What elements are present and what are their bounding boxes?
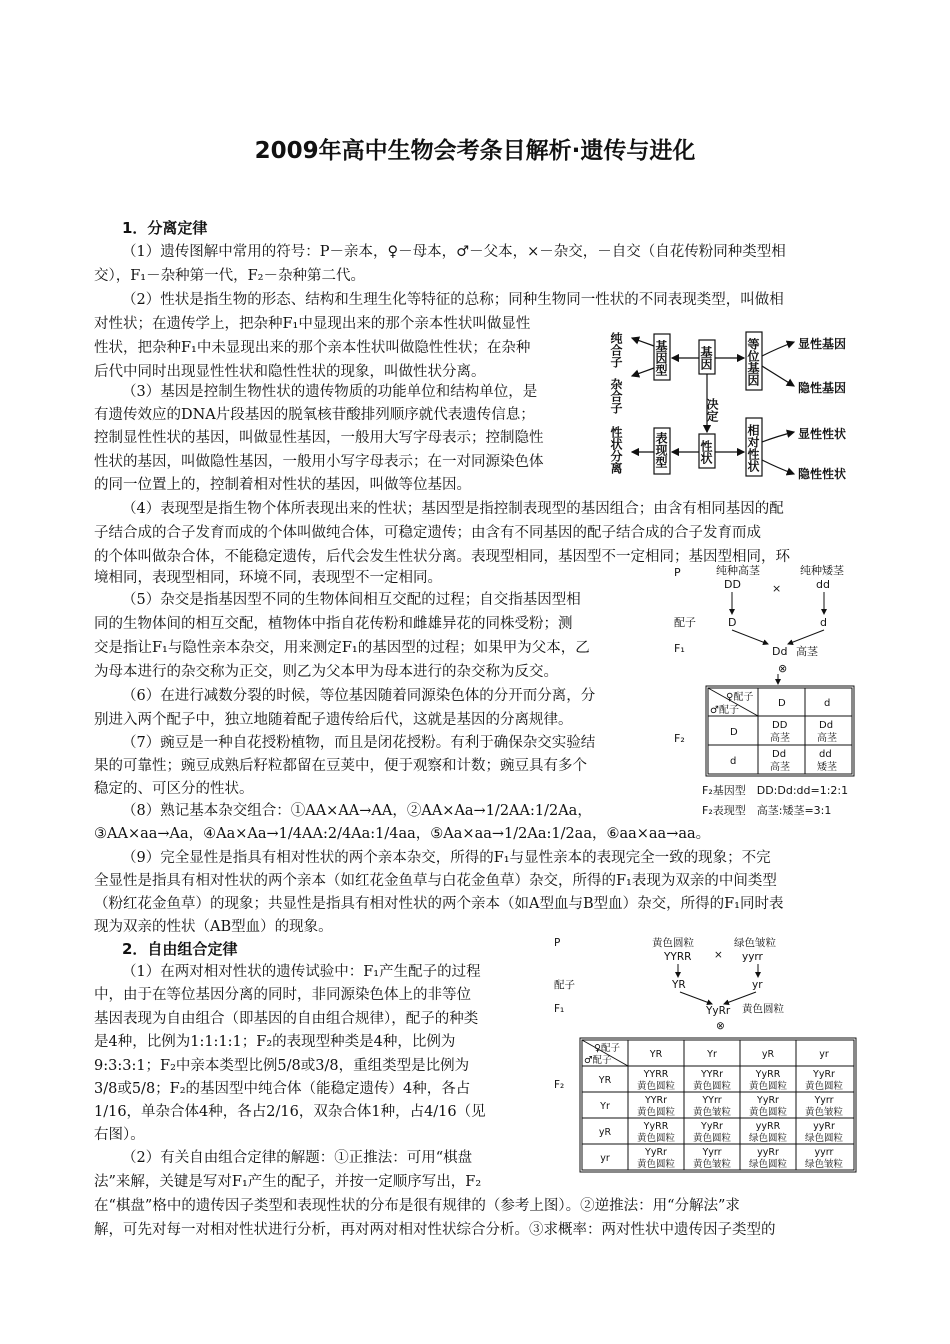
- paragraph-line: 在“棋盘”格中的遗传因子类型和表现性状的分布是很有规律的（参考上图）。②逆推法：用“分解法”求: [94, 1198, 740, 1214]
- di-parent1-genotype: YYRR: [664, 951, 692, 963]
- di-cell-genotype: YYrr: [702, 1095, 722, 1106]
- di-f2-label: F₂: [554, 1079, 565, 1091]
- di-f1-genotype: YyRr: [706, 1005, 731, 1017]
- paragraph-line: （8）熟记基本杂交组合：①AA×AA→AA，②AA×Aa→1/2AA:1/2Aa，: [122, 803, 592, 819]
- mono-cross-symbol: ×: [772, 582, 782, 595]
- paragraph-line: 是4种，比例为1:1:1:1；F₂的表现型种类是4种，比例为: [94, 1034, 456, 1050]
- page-title: 2009年高中生物会考条目解析·遗传与进化: [254, 138, 696, 164]
- di-f1-label: F₁: [554, 1003, 565, 1015]
- di-cell-phenotype: 黄色圆粒: [636, 1107, 676, 1118]
- paragraph-line: 解，可先对每一对相对性状进行分析，再对两对相对性状综合分析。③求概率：两对性状中遗传因子类型的: [94, 1222, 776, 1238]
- cm-gene: 基因: [699, 346, 713, 370]
- paragraph-line: 境相同，表现型相同，环境不同，表现型不一定相同。: [94, 570, 442, 586]
- paragraph-line: 同的生物体间的相互交配，植物体中指自花传粉和雌雄异花的同株受粉；测: [94, 616, 573, 632]
- di-cell-genotype: YYRR: [643, 1069, 669, 1080]
- di-cell-phenotype: 黄色圆粒: [692, 1081, 732, 1092]
- cm-genotype: 基因型: [654, 340, 668, 376]
- paragraph-line: （2）性状是指生物的形态、结构和生理生化等特征的总称；同种生物同一性状的不同表现类型，叫做相: [122, 292, 784, 308]
- di-cross-symbol: ×: [714, 949, 723, 961]
- mono-row-D: D: [730, 727, 738, 738]
- di-cell-phenotype: 黄色圆粒: [692, 1133, 732, 1144]
- di-cell-phenotype: 绿色圆粒: [748, 1133, 788, 1144]
- di-cell-phenotype: 绿色圆粒: [748, 1159, 788, 1170]
- mono-parent1: 纯种高茎: [716, 564, 760, 577]
- paragraph-line: 别进入两个配子中，独立地随着配子遗传给后代，这就是基因的分离规律。: [94, 712, 573, 728]
- cm-pure: 纯合子: [609, 332, 623, 368]
- paragraph-line: 稳定的、可区分的性状。: [94, 781, 254, 797]
- di-cell-genotype: yyRr: [813, 1121, 835, 1132]
- mono-cell-phenotype: 高茎: [770, 762, 790, 773]
- mono-col-D: D: [778, 698, 786, 709]
- cm-hybrid: 杂合子: [609, 378, 623, 414]
- di-cell-phenotype: 绿色皱粒: [804, 1159, 844, 1170]
- mono-selfing-symbol: ⊗: [778, 662, 788, 675]
- paragraph-line: 性状的基因，叫做隐性基因，一般用小写字母表示；在一对同源染色体: [94, 454, 544, 470]
- paragraph-line: 后代中同时出现显性性状和隐性性状的现象，叫做性状分离。: [94, 364, 486, 380]
- cm-dom-gene: 显性基因: [798, 337, 847, 351]
- mono-cell-phenotype: 矮茎: [817, 762, 837, 773]
- paragraph-line: （1）遗传图解中常用的符号：P－亲本，♀－母本，♂－父本，×－杂交，－自交（自花传粉同种类型相: [122, 244, 786, 260]
- paragraph-line: （3）基因是控制生物性状的遗传物质的功能单位和结构单位，是: [122, 384, 538, 400]
- cm-segregation: 性状分离: [609, 426, 623, 474]
- di-cell-genotype: YyRR: [643, 1121, 669, 1132]
- mono-grid-male: ♂配子: [710, 705, 739, 716]
- mono-grid-female: ♀配子: [726, 692, 754, 703]
- di-cell-genotype: YyRr: [813, 1069, 835, 1080]
- mono-parent2-genotype: dd: [816, 578, 830, 591]
- paragraph-line: （6）在进行减数分裂的时候，等位基因随着同源染色体的分开而分离，分: [122, 688, 596, 704]
- section-heading-independent: 2．自由组合定律: [122, 940, 238, 958]
- di-grid-female: ♀配子: [594, 1043, 620, 1054]
- paragraph-line: 现为双亲的性状（AB型血）的现象。: [94, 919, 333, 935]
- mono-f1-genotype: Dd: [772, 645, 788, 658]
- di-row-header: YR: [598, 1075, 612, 1086]
- mono-cell-phenotype: 高茎: [817, 733, 837, 744]
- paragraph-line: 法”来解，关键是写对F₁产生的配子，并按一定顺序写出，F₂: [94, 1174, 482, 1190]
- paragraph-line: 性状，把杂种F₁中未显现出来的那个亲本性状叫做隐性性状；在杂种: [94, 340, 531, 356]
- paragraph-line: 9:3:3:1；F₂中亲本类型比例5/8或3/8，重组类型是比例为: [94, 1058, 470, 1074]
- mono-parent1-genotype: DD: [724, 578, 741, 591]
- paragraph-line: 交是指让F₁与隐性亲本杂交，用来测定F₁的基因型的过程；如果甲为父本，乙: [94, 640, 590, 656]
- di-cell-phenotype: 绿色圆粒: [804, 1133, 844, 1144]
- paragraph-line: （7）豌豆是一种自花授粉植物，而且是闭花授粉。有利于确保杂交实验结: [122, 735, 596, 751]
- di-cell-phenotype: 黄色圆粒: [636, 1133, 676, 1144]
- di-cell-genotype: yyRr: [757, 1147, 779, 1158]
- di-gamete-1: YR: [672, 979, 686, 991]
- di-cell-phenotype: 黄色圆粒: [804, 1081, 844, 1092]
- monohybrid-cross-diagram: [668, 560, 868, 822]
- mono-cell-genotype: dd: [819, 749, 832, 760]
- mono-parent2: 纯种矮茎: [800, 564, 844, 577]
- di-grid-text: [584, 1043, 620, 1066]
- paragraph-line: （4）表现型是指生物个体所表现出来的性状；基因型是指控制表现型的基因组合；由含有相同基因的配: [122, 501, 784, 517]
- paragraph-line: 1/16，单杂合体4种，各占2/16，双杂合体1种，占4/16（见: [94, 1104, 486, 1120]
- di-cell-genotype: Yyrr: [702, 1147, 722, 1158]
- di-cell-phenotype: 黄色圆粒: [748, 1107, 788, 1118]
- cm-allele: 等位基因: [746, 338, 760, 386]
- di-cell-genotype: Yyrr: [814, 1095, 834, 1106]
- mono-f1-phenotype: 高茎: [796, 645, 818, 658]
- di-gamete-2: yr: [752, 979, 763, 991]
- paragraph-line: 的个体叫做杂合体，不能稳定遗传，后代会发生性状分离。表现型相同，基因型不一定相同；基因型相同，环: [94, 549, 790, 565]
- di-selfing-symbol: ⊗: [716, 1020, 725, 1032]
- mono-gamete-2: d: [820, 616, 827, 629]
- paragraph-line: 果的可靠性；豌豆成熟后籽粒都留在豆荚中，便于观察和计数；豌豆具有多个: [94, 758, 587, 774]
- di-col-header: yr: [819, 1049, 829, 1060]
- mono-f2-label: F₂: [674, 732, 685, 745]
- di-cell-phenotype: 黄色皱粒: [692, 1107, 732, 1118]
- di-parent2: 绿色皱粒: [734, 937, 776, 949]
- mono-col-d: d: [824, 698, 831, 709]
- di-parent1: 黄色圆粒: [652, 937, 694, 949]
- paragraph-line: 对性状；在遗传学上，把杂种F₁中显现出来的那个亲本性状叫做显性: [94, 316, 531, 332]
- paragraph-line: 全显性是指具有相对性状的两个亲本（如红花金鱼草与白花金鱼草）杂交，所得的F₁表现为双亲的中间类型: [94, 873, 777, 889]
- cm-relative: 相对性状: [746, 424, 760, 472]
- paragraph-line: 的同一位置上的，控制着相对性状的基因，叫做等位基因。: [94, 477, 471, 493]
- paragraph-line: （5）杂交是指基因型不同的生物体间相互交配的过程；自交指基因型相: [122, 592, 581, 608]
- paragraph-line: 为母本进行的杂交称为正交，则乙为父本甲为母本进行的杂交称为反交。: [94, 664, 558, 680]
- di-cell-genotype: yyrr: [814, 1147, 834, 1158]
- mono-gamete-1: D: [728, 616, 737, 629]
- paragraph-line: 控制显性性状的基因，叫做显性基因，一般用大写字母表示；控制隐性: [94, 430, 544, 446]
- di-cell-phenotype: 黄色皱粒: [804, 1107, 844, 1118]
- di-cell-genotype: yyRR: [755, 1121, 781, 1132]
- paragraph-line: 3/8或5/8；F₂的基因型中纯合体（能稳定遗传）4种，各占: [94, 1081, 471, 1097]
- di-row-header: yr: [600, 1153, 610, 1164]
- concept-map: [608, 318, 858, 498]
- mono-p-label: P: [674, 566, 681, 579]
- di-f1-phenotype: 黄色圆粒: [742, 1003, 784, 1015]
- paragraph-line: （2）有关自由组合定律的解题：①正推法：可用“棋盘: [122, 1150, 473, 1166]
- cm-phenotype: 表现型: [654, 432, 668, 468]
- section-heading-separation: 1．分离定律: [122, 219, 208, 237]
- mono-f1-label: F₁: [674, 642, 685, 655]
- di-col-header: Yr: [707, 1049, 717, 1060]
- cm-rec-gene: 隐性基因: [798, 381, 847, 395]
- mono-gamete-label: 配子: [674, 616, 696, 629]
- paragraph-line: 右图）。: [94, 1127, 145, 1143]
- cm-dom-trait: 显性性状: [798, 427, 847, 441]
- di-row-header: yR: [598, 1127, 612, 1138]
- cm-decide: 决定: [705, 398, 719, 422]
- cm-trait: 性状: [699, 440, 713, 464]
- mono-f2-phenotype-ratio: F₂表现型 高茎:矮茎=3:1: [702, 804, 832, 817]
- mono-cell-phenotype: 高茎: [770, 733, 790, 744]
- mono-row-d: d: [730, 756, 737, 767]
- mono-cell-genotype: Dd: [819, 720, 834, 731]
- paragraph-line: 子结合成的合子发育而成的个体叫做纯合体，可稳定遗传；由含有不同基因的配子结合成的合子发育而成: [94, 525, 761, 541]
- di-cell-genotype: YyRr: [645, 1147, 667, 1158]
- paragraph-line: （9）完全显性是指具有相对性状的两个亲本杂交，所得的F₁与显性亲本的表现完全一致的现象；不完: [122, 850, 771, 866]
- paragraph-line: （1）在两对相对性状的遗传试验中：F₁产生配子的过程: [122, 964, 481, 980]
- di-grid-male: ♂配子: [584, 1055, 612, 1066]
- di-row-header: Yr: [600, 1101, 610, 1112]
- di-p-label: P: [554, 937, 561, 949]
- di-cell-genotype: YYRr: [644, 1095, 668, 1106]
- paragraph-line: 交），F₁－杂种第一代，F₂－杂种第二代。: [94, 268, 365, 284]
- paragraph-line: 有遗传效应的DNA片段基因的脱氧核苷酸排列顺序就代表遗传信息；: [94, 407, 535, 423]
- cm-rec-trait: 隐性性状: [798, 467, 847, 481]
- mono-cell-genotype: DD: [772, 720, 788, 731]
- di-cell-phenotype: 黄色圆粒: [748, 1081, 788, 1092]
- paragraph-line: （粉红花金鱼草）的现象；共显性是指具有相对性状的两个亲本（如A型血与B型血）杂交，所得的F₁同时表: [94, 896, 784, 912]
- di-gamete-label: 配子: [554, 979, 575, 991]
- di-cell-phenotype: 黄色圆粒: [636, 1159, 676, 1170]
- di-cell-genotype: YyRR: [755, 1069, 781, 1080]
- di-cell-genotype: YyRr: [757, 1095, 779, 1106]
- paragraph-line: ③AA×aa→Aa，④Aa×Aa→1/4AA:2/4Aa:1/4aa，⑤Aa×aa→1/2Aa:1/2aa，⑥aa×aa→aa。: [94, 826, 711, 842]
- di-col-header: yR: [761, 1049, 775, 1060]
- di-cell-genotype: YYRr: [700, 1069, 724, 1080]
- di-cell-phenotype: 黄色圆粒: [636, 1081, 676, 1092]
- di-col-header: YR: [649, 1049, 663, 1060]
- di-cell-genotype: YyRr: [701, 1121, 723, 1132]
- mono-cell-genotype: Dd: [772, 749, 787, 760]
- paragraph-line: 基因表现为自由组合（即基因的自由组合规律），配子的种类: [94, 1011, 479, 1027]
- di-cell-phenotype: 黄色皱粒: [692, 1159, 732, 1170]
- dihybrid-cross-diagram: [546, 930, 862, 1178]
- di-parent2-genotype: yyrr: [742, 951, 763, 963]
- mono-f2-genotype-ratio: F₂基因型 DD:Dd:dd=1:2:1: [702, 784, 849, 797]
- paragraph-line: 中，由于在等位基因分离的同时，非同源染色体上的非等位: [94, 987, 471, 1003]
